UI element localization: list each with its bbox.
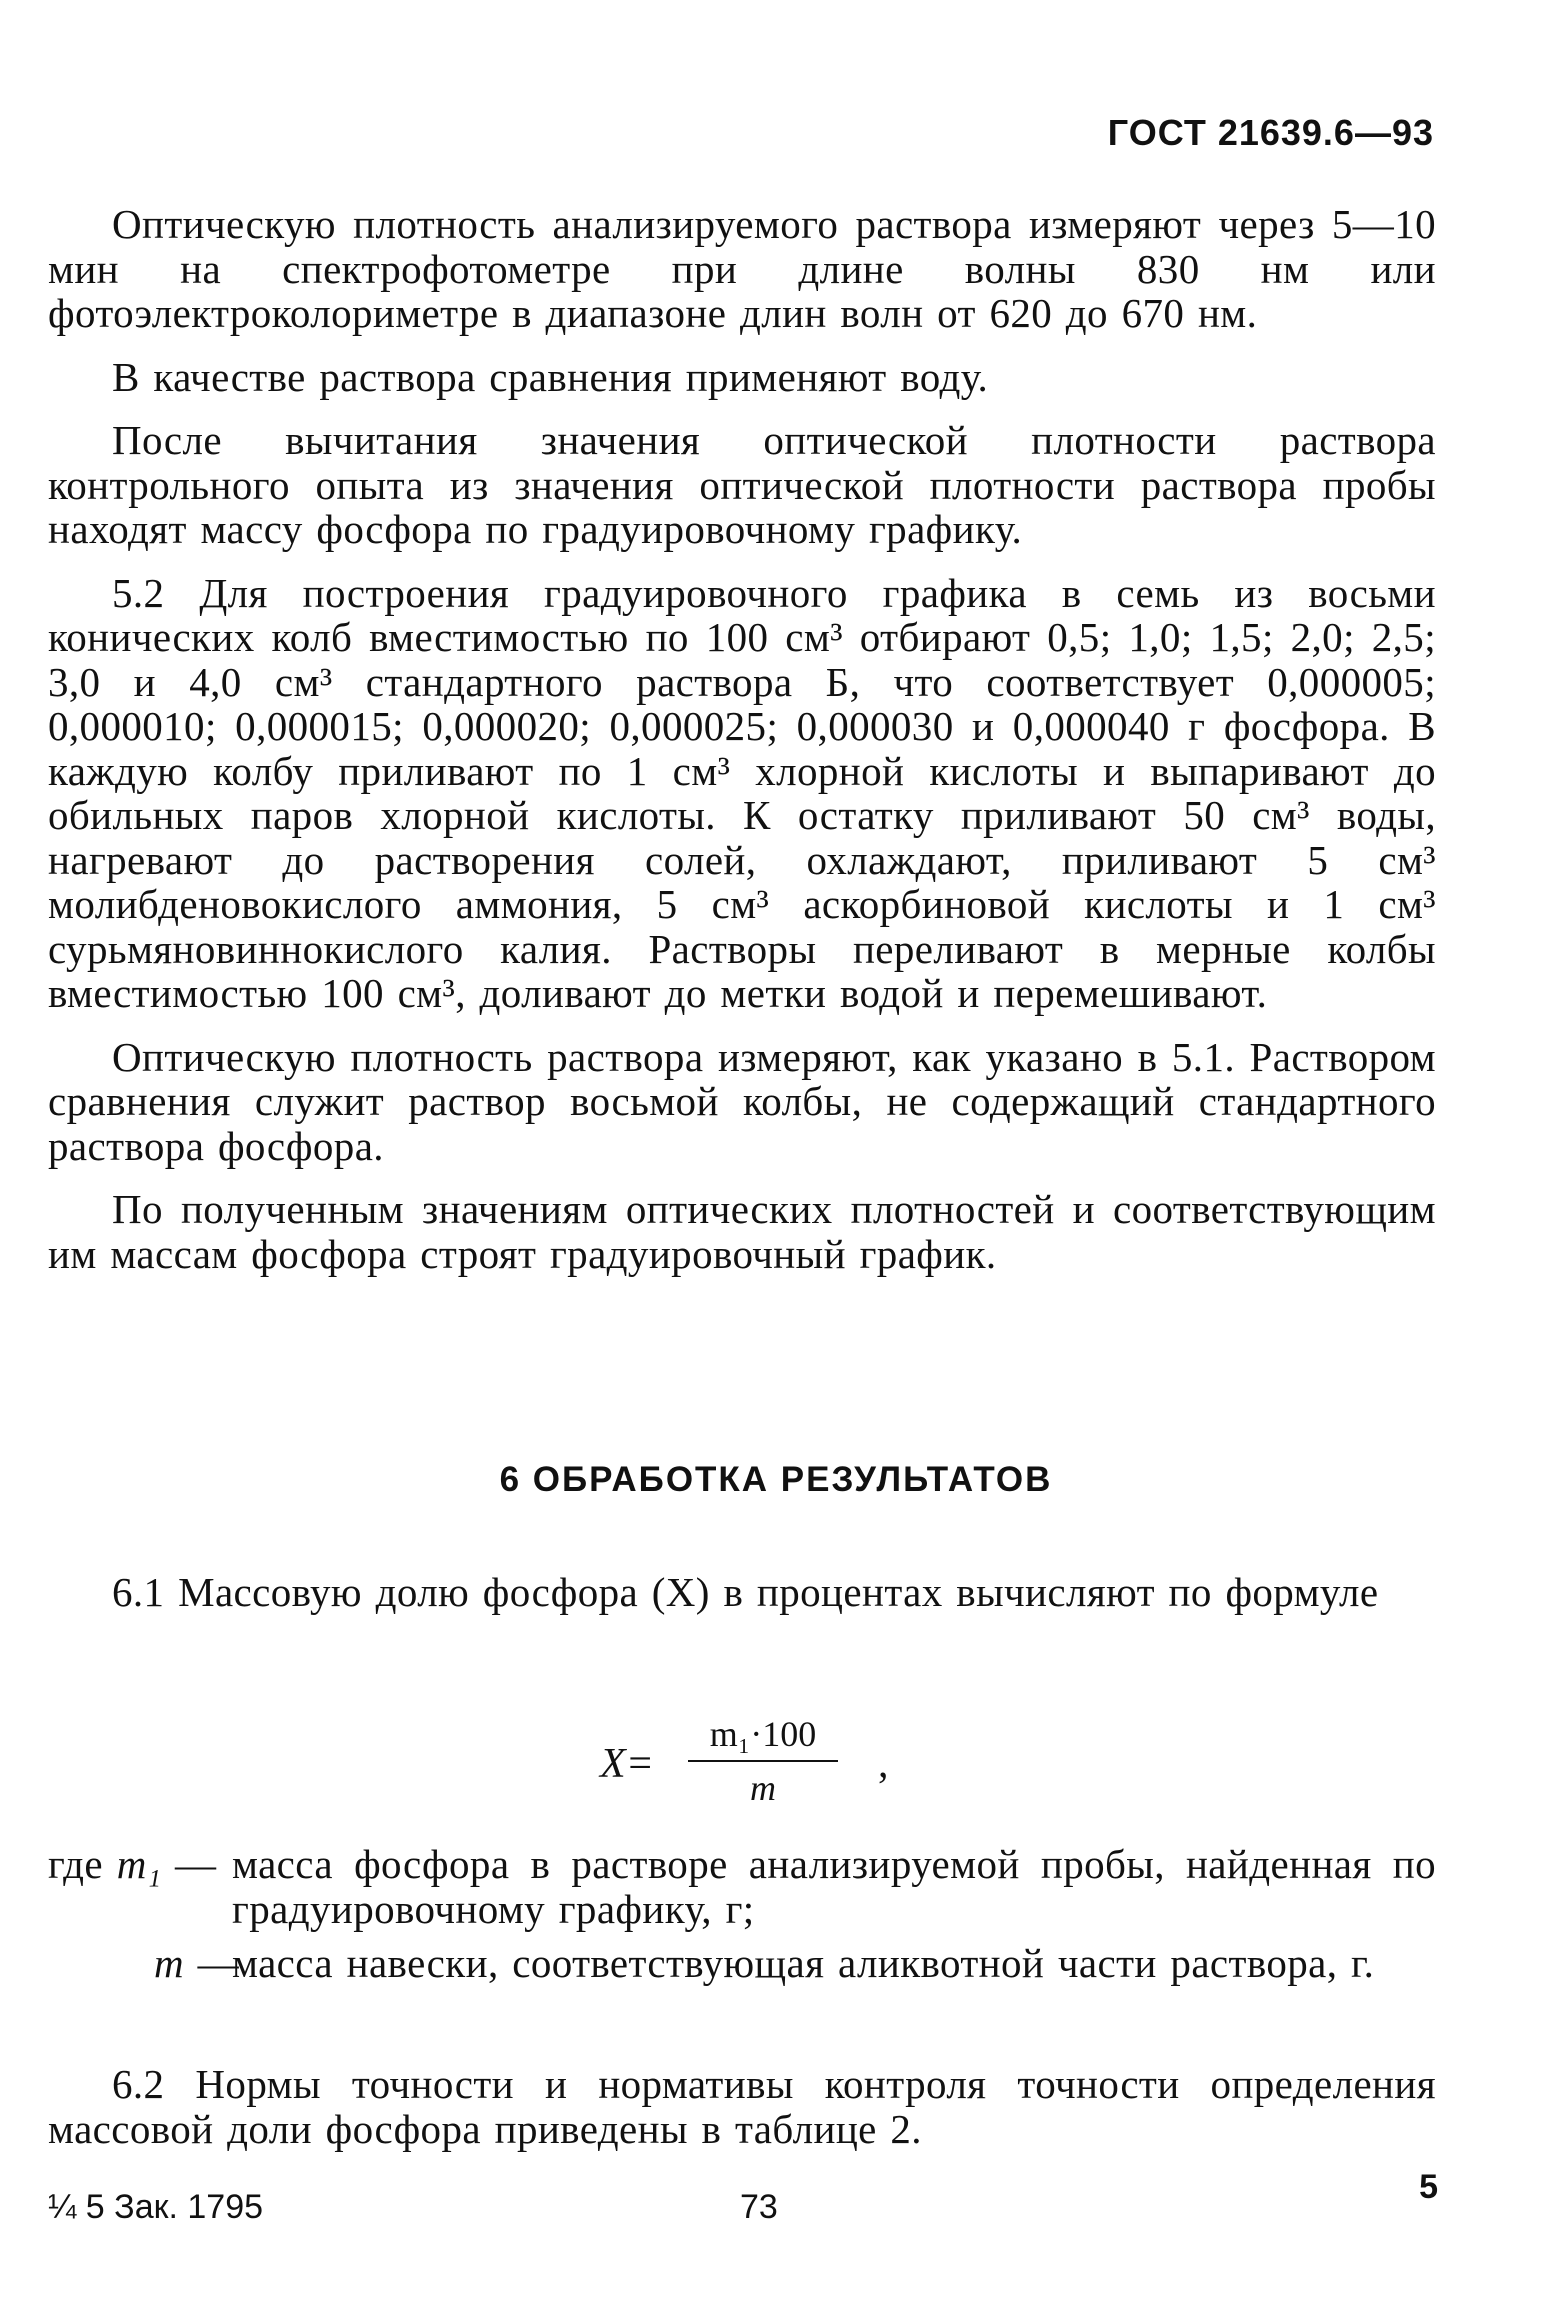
paragraph: Оптическую плотность анализируемого раствора измеряют через 5—10 мин на спектрофотометре при длине волны 830 нм или фотоэлектроколориметре в диапазоне длин волн от 620 до 670 нм. [48,201,1436,336]
definition-dash: — [197,1940,240,1986]
formula-fraction [688,1710,838,1810]
paragraph: После вычитания значения оптической плотности раствора контрольного опыта из значения оптической плотности раствора пробы находят массу фосфора по градуировочному графику. [48,417,1436,552]
paragraph: Оптическую плотность раствора измеряют, как указано в 5.1. Раствором сравнения служит раствор восьмой колбы, не содержащий стандартного раствора фосфора. [48,1033,1436,1169]
formula-numerator: m₁·100 [709,1714,817,1754]
definition-text: масса фосфора в растворе анализируемой пробы, найденная по градуировочному графику, г; [232,1841,1436,1932]
section-5-body [48,202,1436,1295]
paragraph: 5.2 Для построения градуировочного графика в семь из восьми конических колб вместимостью по 100 см³ отбирают 0,5; 1,0; 1,5; 2,0; 2,5; 3,0 и 4,0 см³ стандартного раствора Б, что соответствует 0,000005; 0,000010; 0,000015; 0,000020; 0,000025; 0,000030 и 0,000040 г фосфора. В каждую колбу приливают по 1 см³ хлорной кислоты и выпаривают до обильных паров хлорной кислоты. К остатку приливают 50 см³ воды, нагревают до растворения солей, охлаждают, приливают 5 см³ молибденовокислого аммония, 5 см³ аскорбиновой кислоты и 1 см³ сурьмяновиннокислого калия. Растворы переливают в мерные колбы вместимостью 100 см³, доливают до метки водой и перемешивают. [48,569,1436,1016]
definition-label [48,1842,232,1931]
paragraph: По полученным значениям оптических плотностей и соответствующим им массам фосфора строят градуировочный график. [48,1186,1436,1277]
paragraph: 6.2 Нормы точности и нормативы контроля точности определения массовой доли фосфора приведены в таблице 2. [48,2061,1436,2152]
definition-label [48,1940,240,1986]
definition-symbol: m [154,1940,185,1986]
formula-trail: , [878,1741,889,1787]
footer-page-number: 5 [1419,2168,1438,2206]
formula-denominator: m [750,1768,776,1808]
definition-text: масса навески, соответствующая аликвотной части раствора, г. [232,1940,1375,1986]
formula-definitions [48,1842,1436,1996]
footer-sheet-number: 73 [740,2188,778,2226]
footer-print-order: ¼ 5 Зак. 1795 [48,2188,264,2226]
definition-row [48,1842,1436,1931]
definition-row [48,1941,1436,1986]
section-6-1-body [48,1570,1436,1615]
section-6-title: 6 ОБРАБОТКА РЕЗУЛЬТАТОВ [499,1460,1053,1499]
fraction-bar [688,1760,838,1762]
paragraph: В качестве раствора сравнения применяют воду. [112,353,989,400]
paragraph: 6.1 Массовую долю фосфора (X) в процентах вычисляют по формуле [112,1569,1379,1615]
page-header-doc-id: ГОСТ 21639.6—93 [1107,112,1434,153]
section-6-2-body [48,2062,1436,2151]
definition-dash: — [175,1841,217,1887]
definition-prefix: где [48,1841,104,1887]
definition-symbol: m₁ [116,1841,162,1887]
formula-lhs: X= [600,1741,654,1787]
